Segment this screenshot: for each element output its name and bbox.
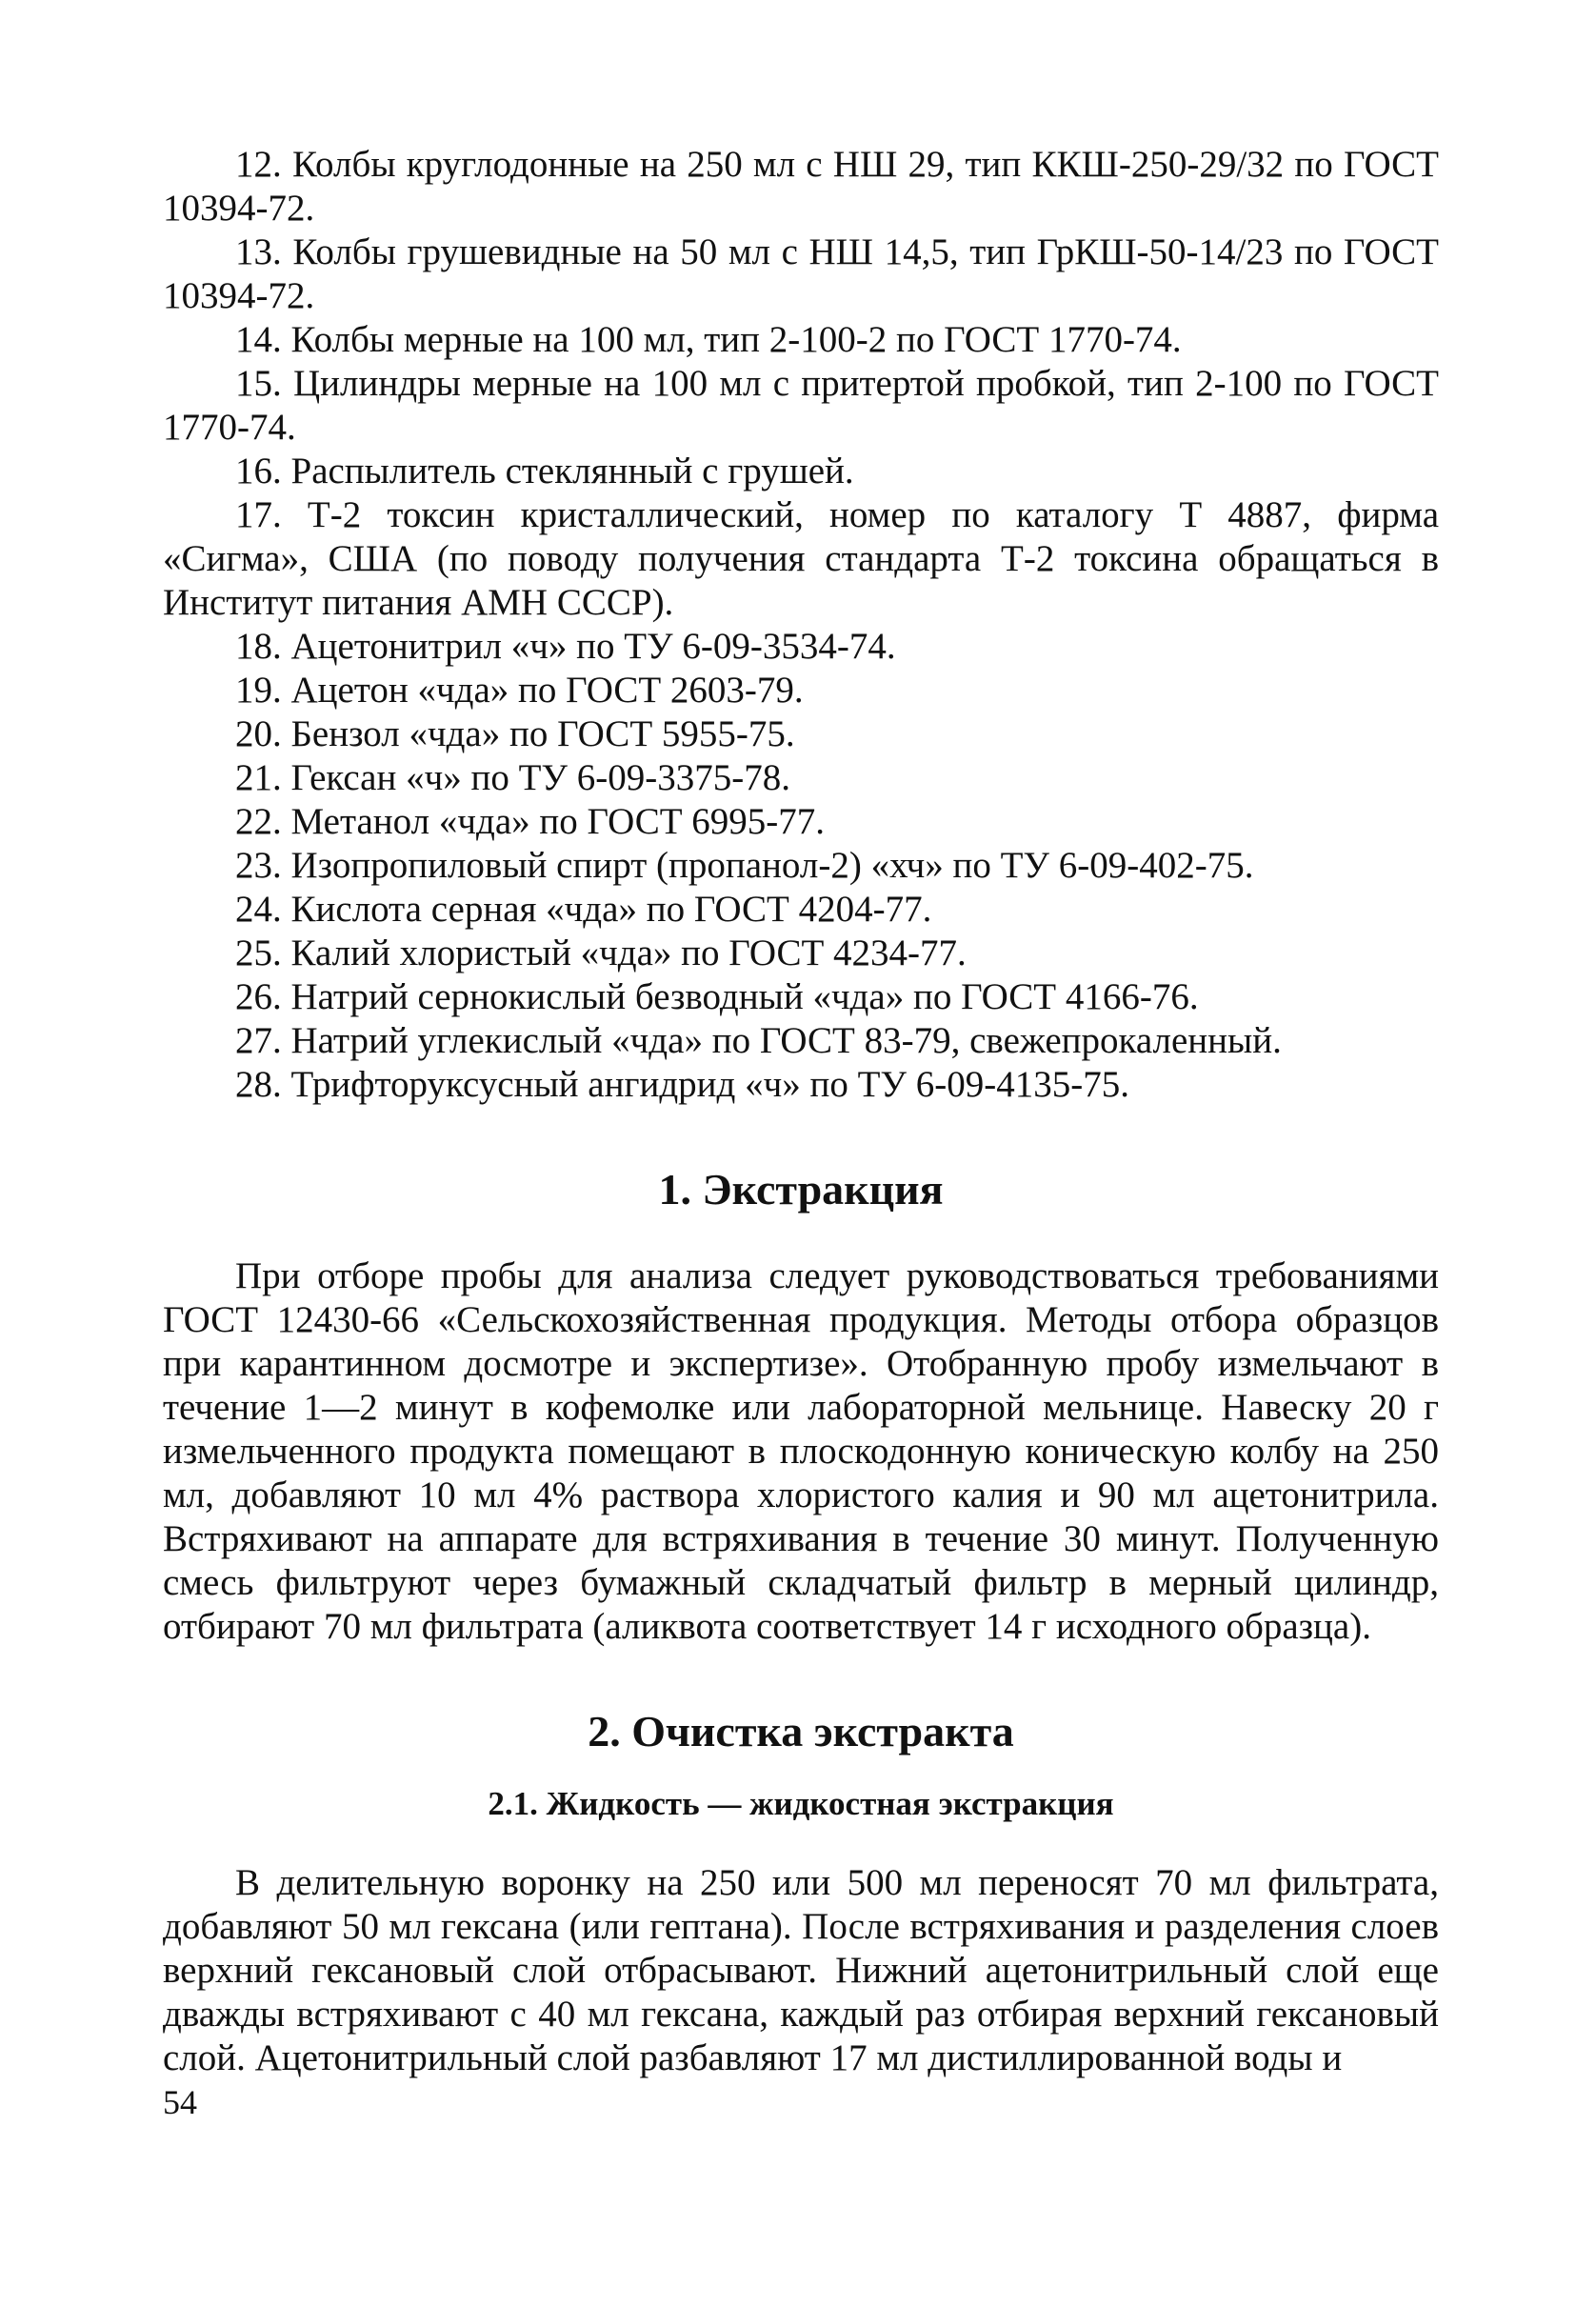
subsection-heading-liquid-extraction: 2.1. Жидкость — жидкостная экстракция (488, 1785, 1114, 1822)
list-item: 23. Изопропиловый спирт (пропанол-2) «хч» по ТУ 6-09-402-75. (235, 845, 1254, 886)
list-item: 22. Метанол «чда» по ГОСТ 6995-77. (235, 801, 826, 842)
page-body (163, 143, 1439, 2080)
section-heading-extraction: 1. Экстракция (658, 1165, 944, 1214)
list-item: 21. Гексан «ч» по ТУ 6-09-3375-78. (235, 757, 790, 798)
reagent-list (163, 143, 1439, 1107)
cleanup-paragraph: В делительную воронку на 250 или 500 мл переносят 70 мл фильтрата, добавляют 50 мл гексана (или гептана). После встряхивания и разделения слоев верхний гексановый слой отбрасывают. Нижний ацетонитрильный слой еще дважды встряхивают с 40 мл гексана, каждый раз отбирая верхний гексановый слой. Ацетонитрильный слой разбавляют 17 мл дистиллированной воды и (163, 1862, 1439, 2078)
list-item: 13. Колбы грушевидные на 50 мл с НШ 14,5, тип ГрКШ-50-14/23 по ГОСТ 10394-72. (163, 231, 1439, 316)
list-item: 16. Распылитель стеклянный с грушей. (235, 451, 854, 491)
list-item: 24. Кислота серная «чда» по ГОСТ 4204-77. (235, 889, 932, 930)
list-item: 25. Калий хлористый «чда» по ГОСТ 4234-77. (235, 933, 967, 973)
list-item: 14. Колбы мерные на 100 мл, тип 2-100-2 по ГОСТ 1770-74. (235, 319, 1182, 360)
list-item: 28. Трифторуксусный ангидрид «ч» по ТУ 6-09-4135-75. (235, 1064, 1130, 1105)
list-item: 20. Бензол «чда» по ГОСТ 5955-75. (235, 713, 795, 754)
list-item: 18. Ацетонитрил «ч» по ТУ 6-09-3534-74. (235, 626, 896, 667)
list-item: 17. Т-2 токсин кристаллический, номер по каталогу Т 4887, фирма «Сигма», США (по поводу получения стандарта Т-2 токсина обращаться в Институт питания АМН СССР). (163, 494, 1439, 623)
extraction-paragraph: При отборе пробы для анализа следует руководствоваться требованиями ГОСТ 12430-66 «Сельскохозяйственная продукция. Методы отбора образцов при карантинном досмотре и экспертизе». Отобранную пробу измельчают в течение 1—2 минут в кофемолке или лабораторной мельнице. Навеску 20 г измельченного продукта помещают в плоскодонную коническую колбу на 250 мл, добавляют 10 мл 4% раствора хлористого калия и 90 мл ацетонитрила. Встряхивают на аппарате для встряхивания в течение 30 минут. Полученную смесь фильтруют через бумажный складчатый фильтр в мерный цилиндр, отбирают 70 мл фильтрата (аликвота соответствует 14 г исходного образца). (163, 1255, 1439, 1647)
list-item: 15. Цилиндры мерные на 100 мл с притертой пробкой, тип 2-100 по ГОСТ 1770-74. (163, 363, 1439, 448)
section-heading-cleanup: 2. Очистка экстракта (588, 1707, 1014, 1755)
page-number: 54 (163, 2083, 197, 2121)
list-item: 26. Натрий сернокислый безводный «чда» по ГОСТ 4166-76. (235, 976, 1199, 1017)
list-item: 19. Ацетон «чда» по ГОСТ 2603-79. (235, 670, 804, 711)
list-item: 27. Натрий углекислый «чда» по ГОСТ 83-79, свежепрокаленный. (235, 1020, 1282, 1061)
list-item: 12. Колбы круглодонные на 250 мл с НШ 29, тип ККШ-250-29/32 по ГОСТ 10394-72. (163, 144, 1439, 229)
